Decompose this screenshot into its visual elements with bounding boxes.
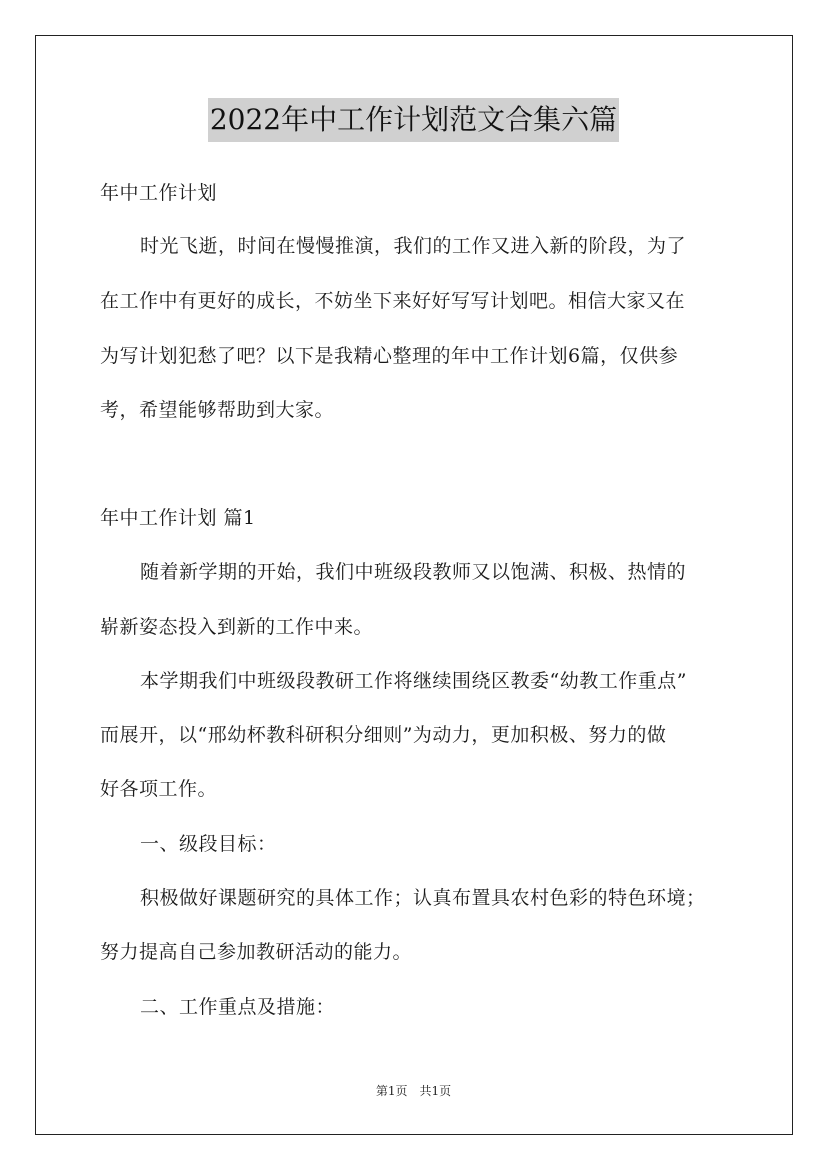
intro-line-1: 时光飞逝，时间在慢慢推演，我们的工作又进入新的阶段，为了 bbox=[140, 235, 687, 257]
intro-line-2: 在工作中有更好的成长，不妨坐下来好好写写计划吧。相信大家又在 bbox=[100, 290, 686, 312]
intro-line-4: 考，希望能够帮助到大家。 bbox=[100, 399, 335, 421]
page-number: 第1页 共1页 bbox=[375, 1084, 452, 1098]
body-line-1: 随着新学期的开始，我们中班级段教师又以饱满、积极、热情的 bbox=[140, 561, 687, 583]
title-container bbox=[0, 98, 827, 142]
article-heading: 年中工作计划 篇1 bbox=[100, 507, 256, 529]
body-line-6: 一、级段目标： bbox=[140, 833, 277, 855]
body-line-8: 努力提高自己参加教研活动的能力。 bbox=[100, 941, 413, 963]
body-line-5: 好各项工作。 bbox=[100, 778, 218, 800]
intro-line-3: 为写计划犯愁了吧？以下是我精心整理的年中工作计划6篇，仅供参 bbox=[100, 345, 679, 367]
body-line-7: 积极做好课题研究的具体工作；认真布置具农村色彩的特色环境； bbox=[140, 887, 706, 909]
section-heading: 年中工作计划 bbox=[100, 182, 218, 204]
body-line-4: 而展开，以“邢幼杯教科研积分细则”为动力，更加积极、努力的做 bbox=[100, 724, 667, 746]
body-line-3: 本学期我们中班级段教研工作将继续围绕区教委“幼教工作重点” bbox=[140, 670, 687, 692]
body-line-2: 崭新姿态投入到新的工作中来。 bbox=[100, 616, 374, 638]
body-line-9: 二、工作重点及措施： bbox=[140, 996, 336, 1018]
document-title: 2022年中工作计划范文合集六篇 bbox=[208, 98, 619, 142]
